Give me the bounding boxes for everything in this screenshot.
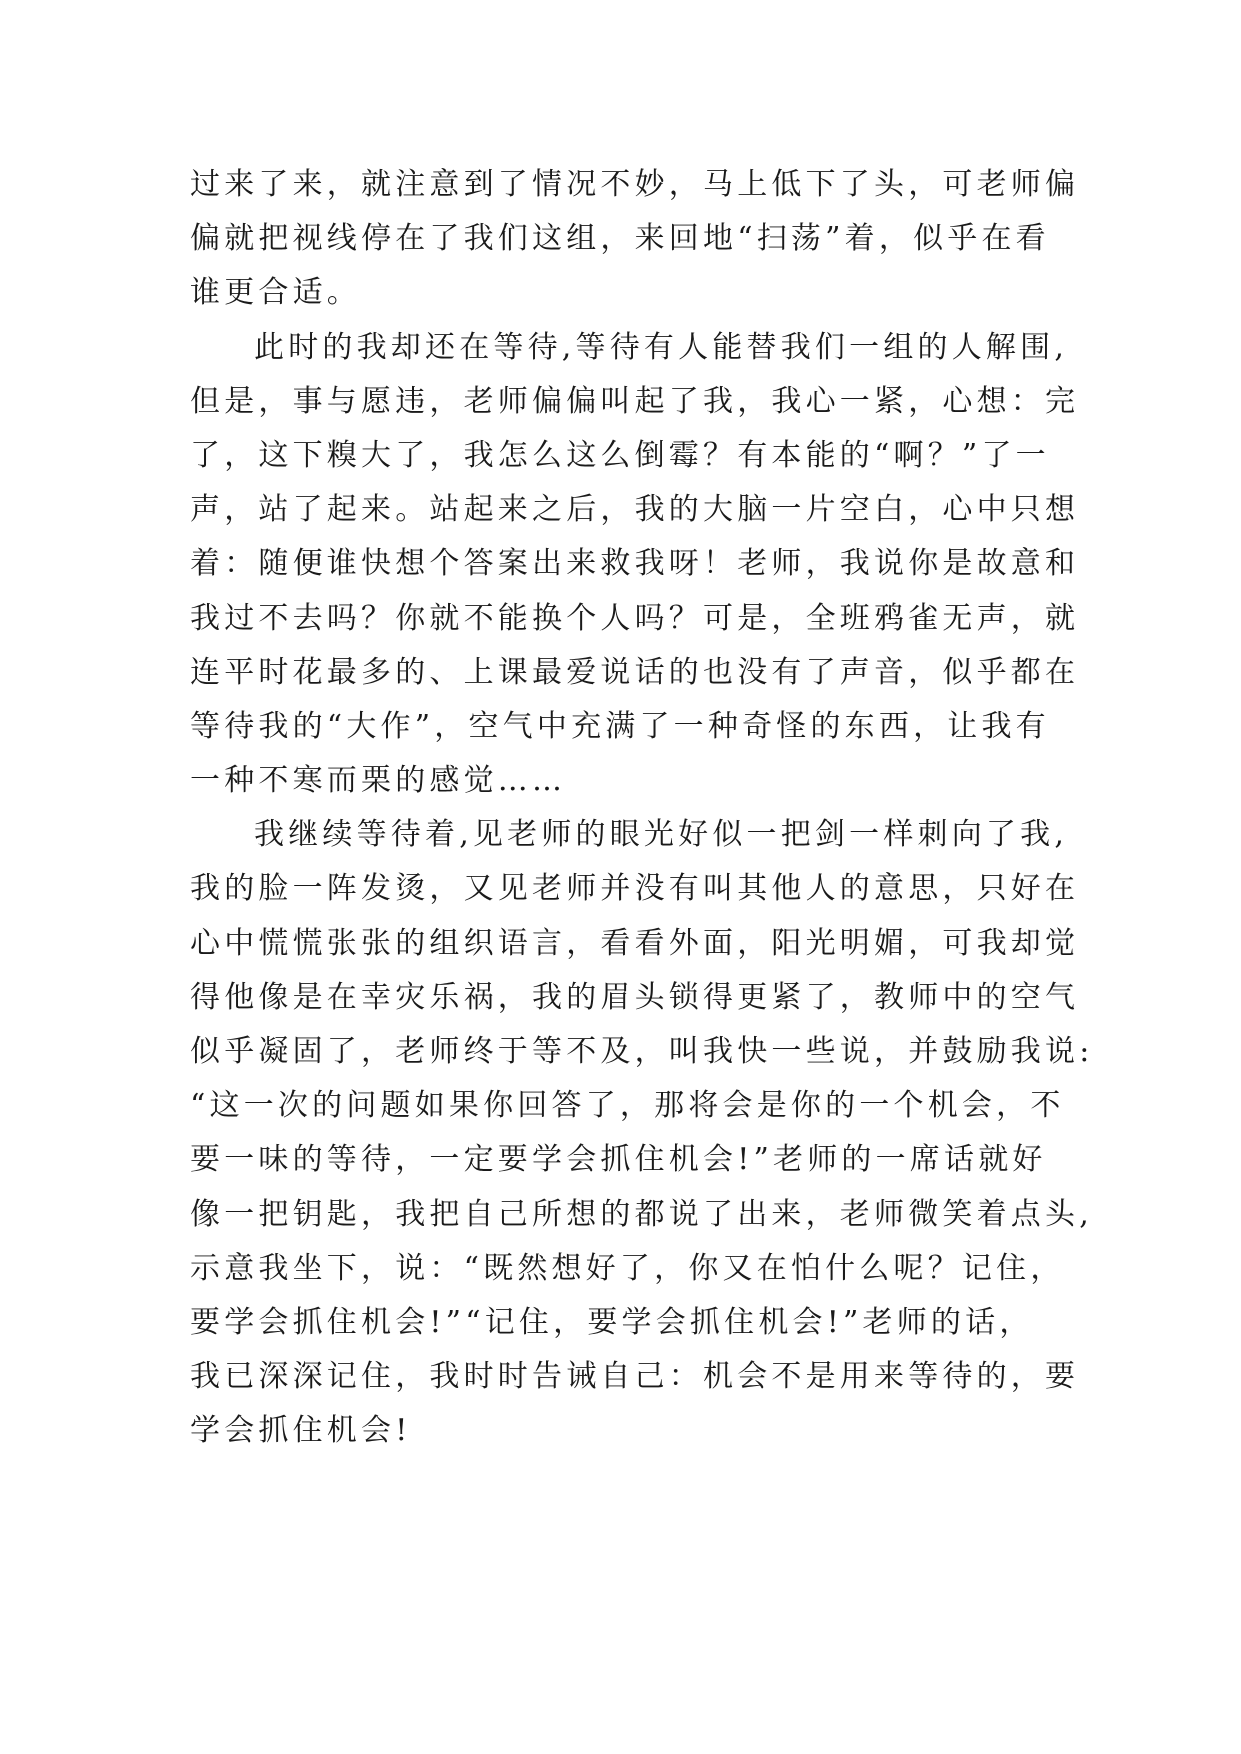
text-line: 但是，事与愿违，老师偏偏叫起了我，我心一紧，心想：完 [190, 383, 1080, 419]
text-line: 似乎凝固了，老师终于等不及，叫我快一些说，并鼓励我说: [190, 1034, 1094, 1069]
text-line: 着：随便谁快想个答案出来救我呀！老师，我说你是故意和 [190, 546, 1080, 582]
text-line: 像一把钥匙，我把自己所想的都说了出来，老师微笑着点头, [190, 1196, 1093, 1232]
text-line: 我过不去吗？你就不能换个人吗？可是，全班鸦雀无声，就 [190, 600, 1080, 636]
text-line: 我已深深记住，我时时告诫自己：机会不是用来等待的，要 [190, 1359, 1080, 1395]
text-line: 要学会抓住机会!”“记住，要学会抓住机会!”老师的话， [190, 1304, 1034, 1340]
text-line: 等待我的“大作”，空气中充满了一种奇怪的东西，让我有 [190, 708, 1050, 744]
paragraph [190, 808, 1094, 1458]
text-line: 我的脸一阵发烫，又见老师并没有叫其他人的意思，只好在 [190, 871, 1080, 907]
text-line: 偏就把视线停在了我们这组，来回地“扫荡”着，似乎在看 [190, 221, 1050, 257]
text-line: 要一味的等待，一定要学会抓住机会!”老师的一席话就好 [190, 1142, 1047, 1178]
text-line: 示意我坐下，说：“既然想好了，你又在怕什么呢？记住， [190, 1250, 1065, 1286]
text-line: 谁更合适。 [190, 275, 361, 311]
text-line: 过来了来，就注意到了情况不妙，马上低下了头，可老师偏 [190, 167, 1080, 202]
text-line: 得他像是在幸灾乐祸，我的眉头锁得更紧了，教师中的空气 [190, 979, 1080, 1015]
text-line: 了，这下糗大了，我怎么这么倒霉？有本能的“啊？”了一 [190, 437, 1050, 473]
paragraph [190, 158, 1080, 321]
essay-body [190, 158, 1094, 1459]
text-line: 此时的我却还在等待,等待有人能替我们一组的人解围, [254, 329, 1069, 365]
text-line: 一种不寒而栗的感觉…… [190, 763, 567, 799]
text-line: 声，站了起来。站起来之后，我的大脑一片空白，心中只想 [190, 492, 1080, 528]
text-line: 学会抓住机会! [190, 1413, 412, 1449]
paragraph [190, 321, 1080, 809]
text-line: 连平时花最多的、上课最爱说话的也没有了声音，似乎都在 [190, 654, 1080, 690]
text-line: 心中慌慌张张的组织语言，看看外面，阳光明媚，可我却觉 [190, 925, 1080, 961]
text-line: “这一次的问题如果你回答了，那将会是你的一个机会，不 [190, 1088, 1065, 1124]
text-line: 我继续等待着,见老师的眼光好似一把剑一样刺向了我, [254, 817, 1069, 853]
